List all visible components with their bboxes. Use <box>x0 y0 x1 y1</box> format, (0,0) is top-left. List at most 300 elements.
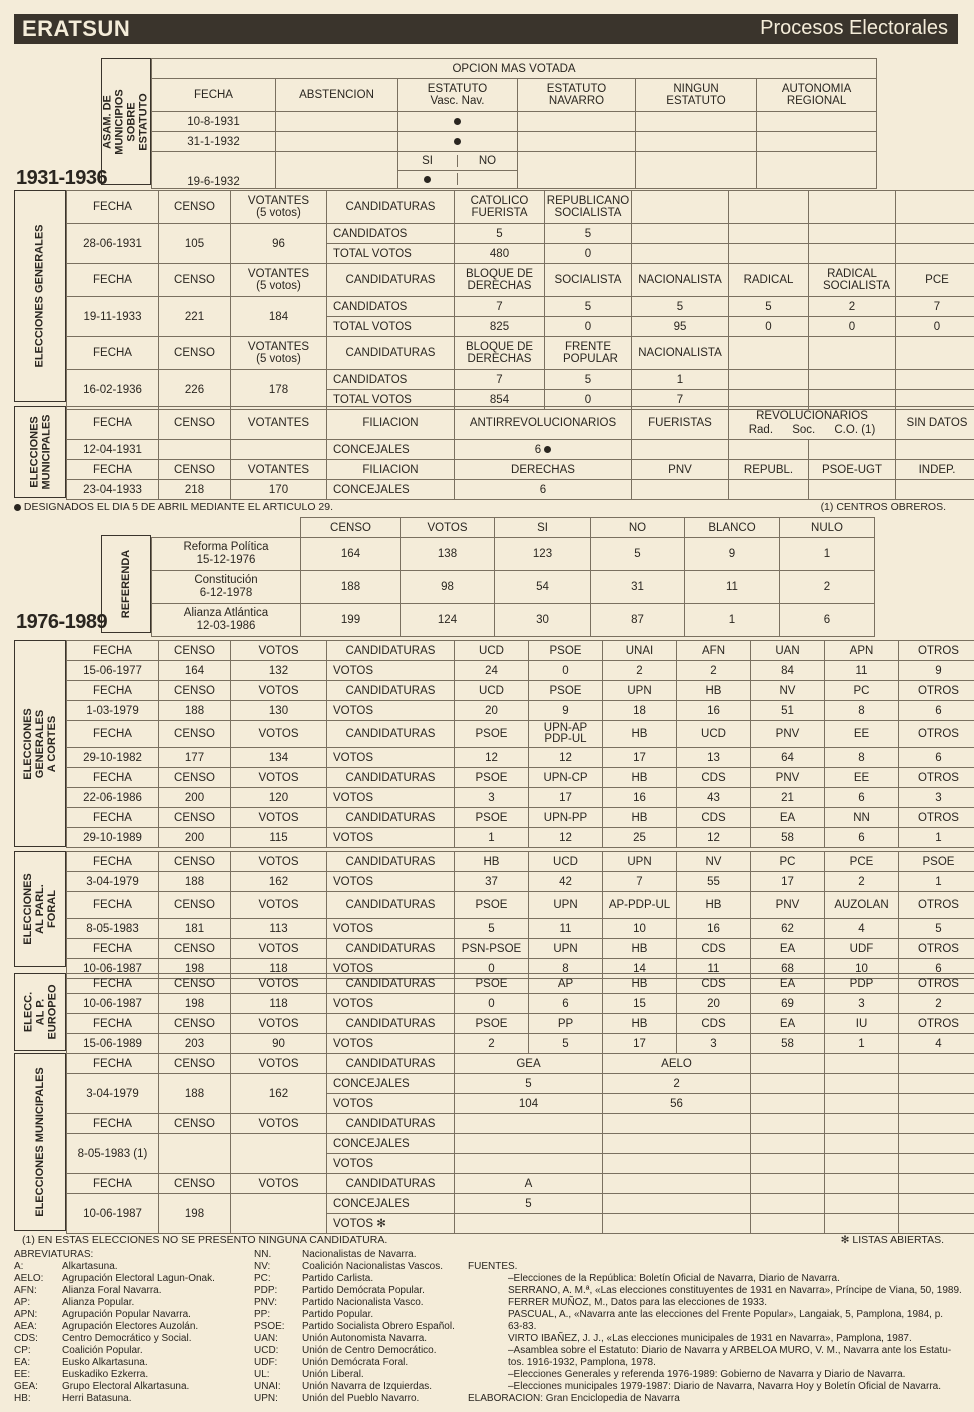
header-row <box>67 974 974 994</box>
header-cell: CANDIDATURAS <box>327 939 455 959</box>
abbreviation-text: Partido Demócrata Popular. <box>302 1285 425 1296</box>
row-label: VOTOS <box>327 959 455 979</box>
row-label: VOTOS <box>327 701 455 721</box>
header-cell: VOTOS <box>231 1174 327 1194</box>
votos-cell: 130 <box>231 701 327 721</box>
header-cell: CANDIDATURAS <box>327 681 455 701</box>
party-cell: PC <box>825 681 899 701</box>
value-cell: 5 <box>529 1034 603 1054</box>
censo-cell: 198 <box>159 959 231 979</box>
value-cell: 5 <box>455 1194 603 1214</box>
votos-cell: 118 <box>231 994 327 1014</box>
value-cell: 5 <box>455 1074 603 1094</box>
abbreviation-item <box>14 1321 264 1333</box>
source-line: tos. 1916-1932, Pamplona, 1978. <box>508 1357 656 1368</box>
value-cell: 5 <box>591 538 685 571</box>
header-cell: CENSO <box>159 808 231 828</box>
party-cell: APN <box>825 641 899 661</box>
abbreviation-code: PP: <box>254 1309 271 1320</box>
header-row <box>67 768 974 788</box>
value-cell: 9 <box>529 701 603 721</box>
side-label: ELECCIONES GENERALES <box>34 224 46 368</box>
abbreviation-item <box>254 1333 464 1345</box>
abbreviation-text: Unión del Pueblo Navarro. <box>302 1393 420 1404</box>
value-cell: 2 <box>899 994 974 1014</box>
abbreviation-text: Coalición Nacionalistas Vascos. <box>302 1261 443 1272</box>
abbreviation-item <box>14 1309 264 1321</box>
header-row <box>67 1014 974 1034</box>
party-cell: HB <box>603 768 677 788</box>
party-cell: UPN <box>603 681 677 701</box>
abbreviation-text: Unión Demócrata Foral. <box>302 1357 409 1368</box>
party-cell: PDP <box>825 974 899 994</box>
value-cell: 17 <box>603 1034 677 1054</box>
header-cell: CENSO <box>159 1014 231 1034</box>
party-cell: HB <box>677 681 751 701</box>
value-cell: 0 <box>545 317 632 337</box>
abbreviation-code: HB: <box>14 1393 31 1404</box>
em79-note-right: ✻ LISTAS ABIERTAS. <box>840 1234 944 1246</box>
party-cell: PC <box>751 852 825 872</box>
party-cell: OTROS <box>899 1014 974 1034</box>
elaboration-line: ELABORACION: Gran Enciclopedia de Navarra <box>468 1393 680 1404</box>
header-cell: PNV <box>632 460 729 480</box>
em31-block <box>14 406 968 498</box>
abbreviation-code: PDP: <box>254 1285 278 1296</box>
side-label: ELECC. AL P. EUROPEO <box>22 984 59 1040</box>
value-cell: 95 <box>632 317 729 337</box>
value-cell: 2 <box>603 661 677 681</box>
value-cell: 3 <box>899 788 974 808</box>
header-cell: CANDIDATURAS <box>327 768 455 788</box>
header-cell: FECHA <box>152 79 276 112</box>
party-cell: UPN <box>603 852 677 872</box>
value-cell: 15 <box>603 994 677 1014</box>
party-cell: OTROS <box>899 808 974 828</box>
em31-note-right: (1) CENTROS OBREROS. <box>820 501 946 513</box>
row-label: TOTAL VOTOS <box>327 390 455 410</box>
value-cell: 6 <box>534 443 542 456</box>
header-cell: CENSO <box>301 518 401 538</box>
party-cell: AELO <box>603 1054 751 1074</box>
table-row <box>67 701 974 721</box>
value-cell: 87 <box>591 604 685 637</box>
header-cell: CENSO <box>159 974 231 994</box>
value-cell: 64 <box>751 748 825 768</box>
row-label: TOTAL VOTOS <box>327 244 455 264</box>
value-cell: 1 <box>455 828 529 848</box>
party-cell: UDF <box>825 939 899 959</box>
party-cell: HB <box>455 852 529 872</box>
referenda-table <box>151 517 875 637</box>
header-cell: FECHA <box>67 264 159 297</box>
value-cell: 62 <box>751 919 825 939</box>
value-cell: 10 <box>603 919 677 939</box>
value-cell: 17 <box>529 788 603 808</box>
header-cell: CANDIDATURAS <box>327 852 455 872</box>
table-row <box>67 661 974 681</box>
value-cell: 124 <box>401 604 495 637</box>
header-cell: FECHA <box>67 407 159 440</box>
party-cell: UCD <box>455 641 529 661</box>
party-cell: EA <box>751 808 825 828</box>
header-cell: CENSO <box>159 721 231 748</box>
header-cell: VOTOS <box>231 768 327 788</box>
abbreviation-item <box>14 1393 264 1405</box>
party-cell: UCD <box>677 721 751 748</box>
value-cell: 21 <box>751 788 825 808</box>
header-cell: FECHA <box>67 852 159 872</box>
votos-cell: 162 <box>231 872 327 892</box>
value-cell: 11 <box>529 919 603 939</box>
source-line: VIRTO IBAÑEZ, J. J., «Las elecciones municipales de 1931 en Navarra», Pamplona, 1987. <box>508 1333 912 1344</box>
party-cell: PSOE <box>455 721 529 748</box>
abbreviation-item <box>254 1285 464 1297</box>
header-cell: CENSO <box>159 1114 231 1134</box>
abbreviation-code: UPN: <box>254 1393 278 1404</box>
header-cell: FRENTE POPULAR <box>545 337 632 370</box>
date-cell: 15-06-1977 <box>67 661 159 681</box>
source-line: –Elecciones municipales 1979-1987: Diario de Navarra, Navarra Hoy y Boletín Oficial de Navarra. <box>508 1381 941 1392</box>
header-cell: VOTANTES <box>231 460 327 480</box>
votos-cell: 115 <box>231 828 327 848</box>
value-cell: 12 <box>455 748 529 768</box>
value-cell: 0 <box>729 317 809 337</box>
header-cell: FECHA <box>67 1174 159 1194</box>
censo-cell: 198 <box>159 1194 231 1234</box>
party-cell: UPN-PP <box>529 808 603 828</box>
egc-table <box>66 640 974 848</box>
value-cell: 24 <box>455 661 529 681</box>
value-cell: 12 <box>677 828 751 848</box>
header-cell: CANDIDATURAS <box>327 974 455 994</box>
party-cell: PSOE <box>529 641 603 661</box>
header-subcell: Rad. Soc. C.O. (1) <box>748 424 876 436</box>
party-cell: EA <box>751 939 825 959</box>
value-cell: 5 <box>632 297 729 317</box>
referenda-block <box>101 517 874 633</box>
header-title: ERATSUN <box>22 16 131 41</box>
header-cell: FECHA <box>67 808 159 828</box>
abbreviation-code: EE: <box>14 1369 31 1380</box>
header-cell: FECHA <box>67 721 159 748</box>
party-cell: HB <box>603 1014 677 1034</box>
date-cell: 3-04-1979 <box>67 872 159 892</box>
header-cell: NULO <box>780 518 875 538</box>
header-cell: FECHA <box>67 768 159 788</box>
value-cell: 3 <box>677 1034 751 1054</box>
value-cell: 84 <box>751 661 825 681</box>
eg31-table <box>66 190 974 410</box>
party-cell: UAN <box>751 641 825 661</box>
party-cell: GEA <box>455 1054 603 1074</box>
censo-cell: 188 <box>159 1074 231 1114</box>
eg31-block <box>14 190 958 406</box>
value-cell: 31 <box>591 571 685 604</box>
abbreviation-code: UCD: <box>254 1345 279 1356</box>
abbreviation-text: Unión Autonomista Navarra. <box>302 1333 428 1344</box>
abbreviation-text: Centro Democrático y Social. <box>62 1333 192 1344</box>
party-cell: UCD <box>455 681 529 701</box>
party-cell: HB <box>603 808 677 828</box>
header-cell: NACIONALISTA <box>632 337 729 370</box>
epf-table <box>66 851 974 979</box>
header-row <box>67 681 974 701</box>
header-cell: FECHA <box>67 337 159 370</box>
header-cell: FECHA <box>67 1054 159 1074</box>
party-cell: PNV <box>751 892 825 919</box>
party-cell: PCE <box>825 852 899 872</box>
votos-cell: 134 <box>231 748 327 768</box>
party-cell: PSN-PSOE <box>455 939 529 959</box>
censo-cell: 105 <box>159 224 231 264</box>
party-cell: CDS <box>677 974 751 994</box>
party-cell: AP-PDP-UL <box>603 892 677 919</box>
table-row <box>67 994 974 1014</box>
date-cell: 19-6-1932 <box>152 152 276 189</box>
abbreviation-text: Grupo Electoral Alkartasuna. <box>62 1381 190 1392</box>
header-cell: CENSO <box>159 852 231 872</box>
value-cell: 9 <box>685 538 780 571</box>
referendum-date: 12-03-1986 <box>196 620 256 632</box>
header-cell: FECHA <box>67 681 159 701</box>
date-cell: 10-8-1931 <box>152 112 276 132</box>
value-cell: 1 <box>632 370 729 390</box>
referendum-name: Constitución <box>194 574 258 586</box>
value-cell: 18 <box>603 701 677 721</box>
header-cell: CENSO <box>159 1054 231 1074</box>
abbreviation-item <box>254 1309 464 1321</box>
value-cell: 4 <box>899 1034 974 1054</box>
value-cell: 164 <box>301 538 401 571</box>
value-cell: 11 <box>677 959 751 979</box>
abbreviation-text: Alianza Popular. <box>62 1297 135 1308</box>
abbreviation-code: CDS: <box>14 1333 38 1344</box>
value-cell: 1 <box>780 538 875 571</box>
header-cell: CANDIDATURAS <box>327 1174 455 1194</box>
header-cell: CANDIDATURAS <box>327 641 455 661</box>
value-cell: 11 <box>825 661 899 681</box>
party-cell: CDS <box>677 1014 751 1034</box>
header-cell: CENSO <box>159 264 231 297</box>
value-cell: 7 <box>455 297 545 317</box>
votos-cell: 90 <box>231 1034 327 1054</box>
bullet-icon <box>454 118 461 125</box>
party-cell: UCD <box>529 852 603 872</box>
abbreviation-text: Agrupación Electores Auzolán. <box>62 1321 199 1332</box>
row-label: VOTOS <box>327 919 455 939</box>
value-cell: 1 <box>685 604 780 637</box>
votantes-cell: 170 <box>231 480 327 500</box>
votos-cell: 132 <box>231 661 327 681</box>
header-cell: FECHA <box>67 974 159 994</box>
value-cell: 8 <box>529 959 603 979</box>
row-label: CONCEJALES <box>327 1074 455 1094</box>
bullet-icon <box>14 504 21 511</box>
abbreviation-item <box>14 1285 264 1297</box>
table-row <box>67 919 974 939</box>
value-cell: 6 <box>899 748 974 768</box>
header-cell: CATOLICO FUERISTA <box>455 191 545 224</box>
abbreviation-text: Unión Navarra de Izquierdas. <box>302 1381 433 1392</box>
header-cell: CENSO <box>159 939 231 959</box>
header-row <box>67 641 974 661</box>
value-cell: 11 <box>685 571 780 604</box>
header-cell: BLOQUE DE DERECHAS <box>455 337 545 370</box>
header-cell: VOTOS <box>231 808 327 828</box>
value-cell: 6 <box>455 480 632 500</box>
party-cell: HB <box>603 721 677 748</box>
abbreviation-code: UL: <box>254 1369 270 1380</box>
party-cell: OTROS <box>899 974 974 994</box>
party-cell: PNV <box>751 768 825 788</box>
header-cell: CANDIDATURAS <box>327 1014 455 1034</box>
row-label: VOTOS <box>327 828 455 848</box>
abbreviation-item <box>254 1273 464 1285</box>
votos-cell: 120 <box>231 788 327 808</box>
abbreviation-text: Herri Batasuna. <box>62 1393 132 1404</box>
votantes-cell: 96 <box>231 224 327 264</box>
header-cell: CENSO <box>159 768 231 788</box>
date-cell: 1-03-1979 <box>67 701 159 721</box>
abbreviation-code: UAN: <box>254 1333 278 1344</box>
value-cell: 17 <box>603 748 677 768</box>
value-cell: 480 <box>455 244 545 264</box>
no-label: NO <box>478 154 497 167</box>
party-cell: PSOE <box>899 852 974 872</box>
abbreviation-code: UDF: <box>254 1357 278 1368</box>
value-cell: 6 <box>899 701 974 721</box>
bullet-icon <box>424 176 431 183</box>
source-line: PASCUAL, A., «Navarra ante las elecciones del Frente Popular», Langaiak, 5, Pamplona, 1984, p. <box>508 1309 944 1320</box>
value-cell: 55 <box>677 872 751 892</box>
em31-note-left <box>14 501 333 513</box>
value-cell: 16 <box>677 701 751 721</box>
asamblea-table <box>151 58 877 189</box>
censo-cell: 188 <box>159 872 231 892</box>
side-label: ELECCIONES MUNICIPALES <box>34 1067 46 1217</box>
value-cell: 20 <box>677 994 751 1014</box>
value-cell: 7 <box>455 370 545 390</box>
value-cell: 25 <box>603 828 677 848</box>
em31-table <box>66 406 974 500</box>
abbreviation-text: Unión de Centro Democrático. <box>302 1345 437 1356</box>
value-cell: 854 <box>455 390 545 410</box>
value-cell: 58 <box>751 828 825 848</box>
source-line: SERRANO, A. M.ª, «Las elecciones constituyentes de 1931 en Navarra», Príncipe de Viana, 50, 1989. <box>508 1285 962 1296</box>
abbreviation-item <box>14 1297 264 1309</box>
header-cell: CANDIDATURAS <box>327 721 455 748</box>
value-cell: 56 <box>603 1094 751 1114</box>
abbreviation-item <box>254 1321 464 1333</box>
header-cell: FUERISTAS <box>632 407 729 440</box>
header-cell: REPUBL. <box>729 460 809 480</box>
value-cell: 17 <box>751 872 825 892</box>
source-line: –Elecciones Generales y referenda 1976-1989: Gobierno de Navarra y Diario de Navarra. <box>508 1369 906 1380</box>
side-label: ELECCIONES GENERALES A CORTES <box>22 707 59 780</box>
header-cell: AUTONOMIA REGIONAL <box>757 79 877 112</box>
votantes-cell: 178 <box>231 370 327 410</box>
si-label: SI <box>398 155 458 167</box>
value-cell: 2 <box>455 1034 529 1054</box>
header-cell: VOTOS <box>231 1114 327 1134</box>
abbreviations-col2 <box>254 1249 464 1405</box>
header-cell: ESTATUTO NAVARRO <box>518 79 636 112</box>
abbreviation-text: Agrupación Popular Navarra. <box>62 1309 191 1320</box>
period-1931: 1931-1936 <box>16 167 108 189</box>
header-cell: VOTANTES (5 votos) <box>231 337 327 370</box>
egc-block <box>14 640 958 847</box>
abbreviation-item <box>14 1333 264 1345</box>
referendum-date: 15-12-1976 <box>196 554 256 566</box>
referendum-name: Reforma Política <box>183 541 269 553</box>
abbreviation-item <box>254 1381 464 1393</box>
censo-cell: 198 <box>159 994 231 1014</box>
abbreviation-code: EA: <box>14 1357 31 1368</box>
date-cell: 28-06-1931 <box>67 224 159 264</box>
value-cell: 188 <box>301 571 401 604</box>
value-cell: 1 <box>825 1034 899 1054</box>
abbreviation-item <box>254 1345 464 1357</box>
header-cell: RADICAL <box>729 264 809 297</box>
abbreviation-text: Partido Carlista. <box>302 1273 374 1284</box>
censo-cell: 203 <box>159 1034 231 1054</box>
bullet-icon <box>454 138 461 145</box>
header-cell: FECHA <box>67 939 159 959</box>
value-cell: 5 <box>545 297 632 317</box>
header-cell: OPCION MAS VOTADA <box>152 59 877 79</box>
header-cell: NO <box>591 518 685 538</box>
value-cell: 12 <box>529 828 603 848</box>
party-cell: PSOE <box>455 892 529 919</box>
note-text: DESIGNADOS EL DIA 5 DE ABRIL MEDIANTE EL ARTICULO 29. <box>23 501 333 513</box>
header-cell: VOTOS <box>231 939 327 959</box>
censo-cell: 218 <box>159 480 231 500</box>
date-cell: 10-06-1987 <box>67 959 159 979</box>
party-cell: PSOE <box>455 768 529 788</box>
abbreviation-item <box>254 1249 464 1261</box>
value-cell: 4 <box>825 919 899 939</box>
abbreviation-text: Alianza Foral Navarra. <box>62 1285 162 1296</box>
header-cell: VOTOS <box>231 1054 327 1074</box>
abbreviation-code: A: <box>14 1261 24 1272</box>
value-cell: 5 <box>455 224 545 244</box>
epe-table <box>66 973 974 1054</box>
party-cell: EE <box>825 721 899 748</box>
header-cell: FILIACION <box>327 460 455 480</box>
party-cell: A <box>455 1174 603 1194</box>
header-cell: REVOLUCIONARIOS <box>756 410 868 422</box>
header-cell: SI <box>495 518 591 538</box>
header-row <box>67 892 974 919</box>
date-cell: 16-02-1936 <box>67 370 159 410</box>
abbreviation-text: Unión Liberal. <box>302 1369 364 1380</box>
header-cell: REPUBLICANO SOCIALISTA <box>545 191 632 224</box>
abbreviations-title: ABREVIATURAS: <box>14 1249 94 1260</box>
date-cell: 8-05-1983 <box>67 919 159 939</box>
value-cell: 8 <box>825 701 899 721</box>
header-cell: PSOE-UGT <box>809 460 896 480</box>
censo-cell: 188 <box>159 701 231 721</box>
abbreviation-item <box>254 1393 464 1405</box>
row-label: VOTOS <box>327 994 455 1014</box>
party-cell: AP <box>529 974 603 994</box>
party-cell: UNAI <box>603 641 677 661</box>
header-cell: ANTIRREVOLUCIONARIOS <box>455 407 632 440</box>
censo-cell: 200 <box>159 828 231 848</box>
abbreviation-item <box>254 1297 464 1309</box>
abbreviation-code: PNV: <box>254 1297 277 1308</box>
